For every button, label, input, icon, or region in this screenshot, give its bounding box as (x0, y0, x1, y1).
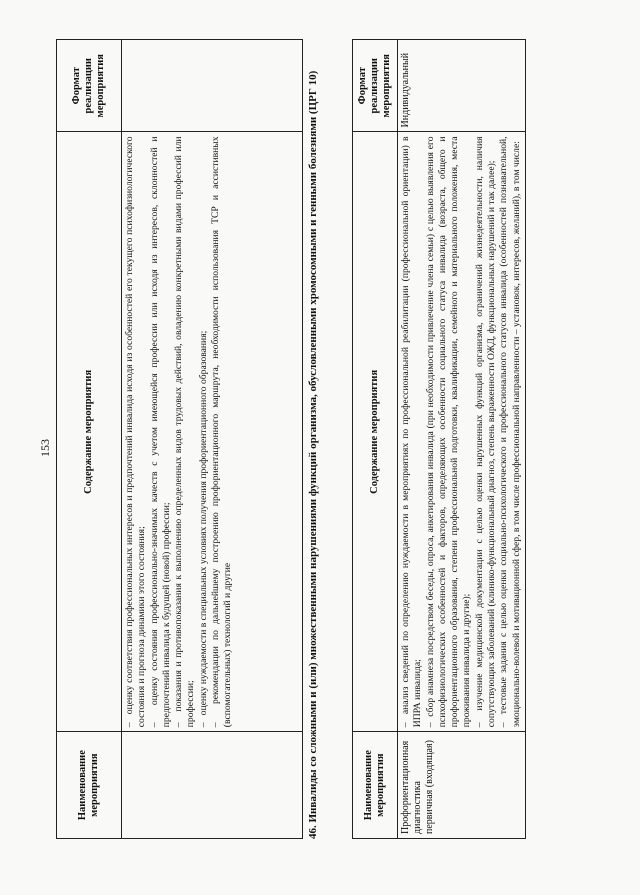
content-item: – оценку состояния профессионально-значимых качеств с учетом имеющейся профессии или исходя из интересов, склонностей и предпочтений инвалида к будущей (новой) профессии; (148, 136, 172, 728)
table-bottom-row (398, 40, 526, 839)
content-item: – оценку соответствия профессиональных интересов и предпочтений инвалида исходя из особенностей его текущего психофизиологического состояния и прогноза динамики этого состояния; (124, 136, 148, 728)
section-title: 46. Инвалиды со сложными и (или) множественными нарушениями функций организма, обусловленными хромосомными и генными болезнями (ЦРГ 10) (307, 70, 319, 839)
header-content: Содержание мероприятия (57, 132, 122, 732)
content-item: – рекомендации по дальнейшему построению профориентационного маршрута, необходимости использования ТСР и ассистивных (вспомогательных) технологий и другие (210, 136, 234, 728)
row-content (122, 132, 303, 732)
table-top (56, 39, 303, 839)
table-bottom-header-row (353, 40, 398, 839)
content-item: – оценку нуждаемости в специальных условиях получения профориентационного образования; (197, 330, 209, 728)
row-format: Индивидуальный (398, 40, 526, 132)
header-format: Формат реализации мероприятия (57, 40, 122, 132)
content-item: – показания и противопоказания к выполнению определенных видов трудовых действий, овладению конкретными видами профессий или профессии; (173, 136, 197, 728)
content-item: – изучение медицинской документации с целью оценки нарушенных функций организма, ограничений жизнедеятельности, наличия сопутствующих заболеваний (клинико-функциональный диагноз, степень выраженности ОЖД, функциональных нарушений и так далее); (473, 136, 498, 728)
table-top-row (122, 40, 303, 839)
header-name: Наименование мероприятия (353, 732, 398, 839)
row-format (122, 40, 303, 132)
header-content: Содержание мероприятия (353, 132, 398, 732)
page-number: 153 (38, 439, 52, 457)
table-bottom (352, 39, 526, 839)
row-content (398, 132, 526, 732)
content-item: – сбор анамнеза посредством беседы, опроса, анкетирования инвалида (при необходимости привлечение члена семьи) с целью выявления его психофизиологических особенностей и факторов, определяющих особенности социального статуса инвалида (возраста, общего и профориентационного образования, степени профессиональной подготовки, квалификации, семейного и материального положения, места проживания инвалида и другие); (424, 136, 473, 728)
content-item: – тестовые задания с целью оценки социально-психологического и профессионального статусов инвалида (особенностей познавательной, эмоционально-волевой и мотивационной сфер, в том числе профессиональной направленности – установок, интересов, желаний), в том числе: (498, 136, 522, 728)
row-name (122, 732, 303, 839)
row-name: Профориентационная диагностика первичная (входящая) (398, 732, 526, 839)
content-item: – анализ сведений по определению нуждаемости в мероприятиях по профессиональной реабилитации (профессиональной ориентации) в ИПРА инвалида; (400, 136, 424, 728)
header-name: Наименование мероприятия (57, 732, 122, 839)
header-format: Формат реализации мероприятия (353, 40, 398, 132)
table-top-header-row (57, 40, 122, 839)
